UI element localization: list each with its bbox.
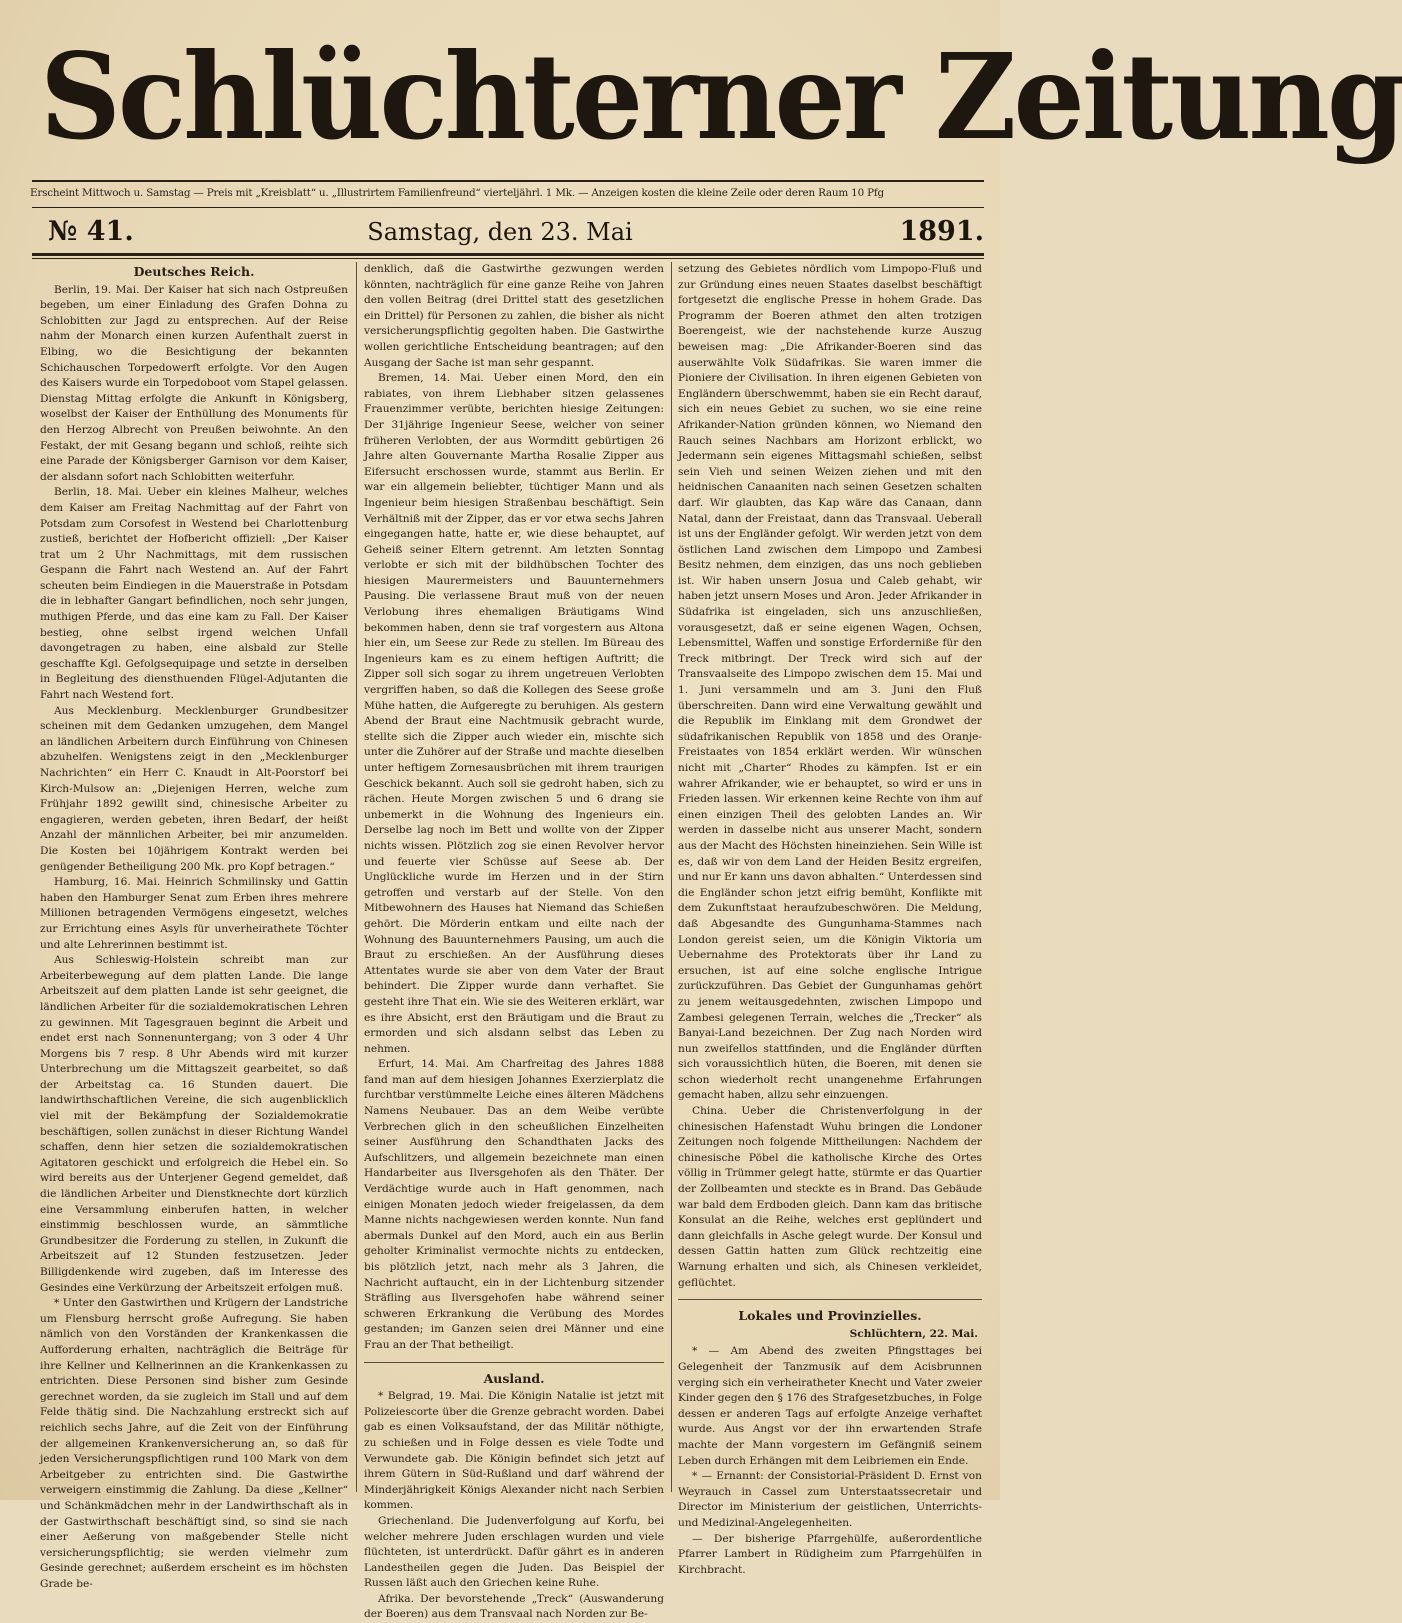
article-hamburg: Hamburg, 16. Mai. Heinrich Schmilinsky und Gattin haben den Hamburger Senat zum Erben ihres mehrere Millionen betragenden Vermögens eingesetzt, welches zur Errichtung eines Asyls für unverheirathete Töchter und alte Lehrerinnen bestimmt ist.	[40, 876, 348, 951]
article-afrika-cont: setzung des Gebietes nördlich vom Limpopo-Fluß und zur Gründung eines neuen Staates daselbst beschäftigt fortgesetzt die englische Presse in hohem Grade. Das Programm der Boeren athmet den alten trotzigen Boerengeist, wie der nachstehende kurze Auszug beweisen mag: „Die Afrikander-Boeren sind das auserwählte Volk Südafrikas. Sie waren immer die Pioniere der Civilisation. In ihren eigenen Gebieten von Engländern überschwemmt, haben sie ein Recht darauf, sich ein neues Gebiet zu suchen, wo sie eine reine Afrikander-Nation gründen können, wo Niemand den Rauch seines Nachbars am Horizont erblickt, wo Jedermann sein eigenes Mittagsmahl schießen, selbst sein Vieh und seinen Weizen ziehen und mit den heidnischen Canaaniten nach seinen Gesetzen schalten darf. Wir glaubten, das Kap wäre das Canaan, dann Natal, dann der Freistaat, dann das Transvaal. Ueberall ist uns der Engländer gefolgt. Wir werden jetzt von dem östlichen Land zwischen dem Limpopo und Zambesi Besitz nehmen, dem einzigen, das uns noch geblieben ist. Wir haben unsern Josua und Caleb gehabt, wir haben jetzt unsern Moses und Aron. Jeder Afrikander in Südafrika ist eingeladen, sich uns anzuschließen, vorausgesetzt, daß er seine eigenen Wagen, Ochsen, Lebensmittel, Waffen und sonstige Erforderniße für den Treck mitbringt. Der Treck wird sich auf der Transvaalseite des Limpopo zwischen dem 15. Mai und 1. Juni versammeln und am 3. Juni den Fluß überschreiten. Dann wird eine Verwaltung gewählt und die Republik im Einklang mit dem Grondwet der südafrikanischen Republik von 1858 und des Oranje-Freistaates von 1854 erklärt werden. Wir wünschen nicht mit „Charter“ Rhodes zu kämpfen. Ist er ein wahrer Afrikander, wie er behauptet, so wird er uns in Frieden lassen. Wir erkennen keine Rechte von ihm auf einen einzigen Theil des gelobten Landes an. Wir werden in dasselbe nicht aus unserer Macht, sondern aus der Macht des Höchsten hineinziehen. Sein Wille ist es, daß wir von dem Land der Heiden Besitz ergreifen, und nur Er kann uns davon abhalten.“ Unterdessen sind die Engländer schon jetzt eifrig bemüht, Konflikte mit dem Zukunftstaat heraufzubeschwören. Die Meldung, daß Abgesandte des Gungunhama-Stammes nach London gereist seien, um die Königin Viktoria um Uebernahme des Protektorats über ihr Land zu ersuchen, ist auf eine solche englische Intrigue zurückzuführen. Das Gebiet der Gungunhamas gehört zu jenem weitausgedehnten, zwischen Limpopo und Zambesi gelegenen Terrain, welches die „Trecker“ als Banyai-Land bezeichnen. Der Zug nach Norden wird nun zweifellos stattfinden, und die Engländer dürften sich voraussichtlich hüten, die Boeren, mit denen sie schon wiederholt recht unangenehme Erfahrungen gemacht haben, allzu sehr einzuengen.	[678, 263, 982, 1102]
column-3	[678, 262, 982, 1576]
article-berlin-19: Berlin, 19. Mai. Der Kaiser hat sich nach Ostpreußen begeben, um einer Einladung des Grafen Dohna zu Schlobitten zur Jagd zu entsprechen. Auf der Reise nahm der Monarch einen kurzen Aufenthalt zuerst in Elbing, wo die Besichtigung der bekannten Schichauschen Torpedowerft erfolgte. Vor den Augen des Kaisers wurde ein Torpedoboot vom Stapel gelassen. Dienstag Mittag erfolgte die Ankunft in Königsberg, woselbst der Kaiser der Enthüllung des Monuments für den Herzog Albrecht von Preußen beiwohnte. An den Festakt, der mit Gesang begann und schloß, reihte sich eine Parade der Königsberger Garnison vor dem Kaiser, der alsdann sofort nach Schlobitten weiterfuhr.	[40, 283, 348, 483]
section-divider-2	[678, 1299, 982, 1300]
section-heading-deutsches-reich: Deutsches Reich.	[133, 264, 255, 279]
column-divider-2	[671, 262, 672, 1492]
article-bremen: Bremen, 14. Mai. Ueber einen Mord, den ein rabiates, von ihrem Liebhaber sitzen gelassenes Frauenzimmer verübte, berichten hiesige Zeitungen: Der 31jährige Ingenieur Seese, welcher von seiner früheren Verlobten, der aus Wormditt gebürtigen 26 Jahre alten Gouvernante Martha Rosalie Zipper aus Eifersucht erschossen wurde, stammt aus Berlin. Er war ein allgemein beliebter, tüchtiger Mann und als Ingenieur beim hiesigen Straßenbau beschäftigt. Sein Verhältniß mit der Zipper, das er vor etwa sechs Jahren eingegangen hatte, hatte er, wie diese behauptet, auf Geheiß seiner Eltern getrennt. Am letzten Sonntag verlobte er sich mit der bildhübschen Tochter des hiesigen Maurermeisters und Bauunternehmers Pausing. Die verlassene Braut muß von der neuen Verlobung ihres ehemaligen Bräutigams Wind bekommen haben, denn sie traf vorgestern aus Altona hier ein, um Seese zur Rede zu stellen. Im Büreau des Ingenieurs kam es zu einem heftigen Auftritt; die Zipper soll sich sogar zu ihrem ungetreuen Verlobten vergriffen haben, so daß die Kollegen des Seese große Mühe hatten, die Aufgeregte zu beruhigen. Als gestern Abend der Braut eine Nachtmusik gebracht wurde, stellte sich die Zipper auch wieder ein, mischte sich unter die Zuhörer auf der Straße und machte dieselben unter heftigem Zornesausbrüchen mit ihrem traurigen Geschick bekannt. Auch soll sie gedroht haben, sich zu rächen. Heute Morgen zwischen 5 und 6 drang sie unbemerkt in die Wohnung des Ingenieurs ein. Derselbe lag noch im Bett und wollte von der Zipper nichts wissen. Plötzlich zog sie einen Revolver hervor und feuerte vier Schüsse auf Seese ab. Der Unglückliche wurde im Herzen und in der Stirn getroffen und verstarb auf der Stelle. Von den Mitbewohnern des Hauses hat Niemand das Schießen gehört. Die Mörderin entkam und eilte nach der Wohnung des Bauunternehmers Pausing, um auch die Braut zu erschießen. An der Ausführung dieses Attentates wurde sie aber von dem Vater der Braut behindert. Die Zipper wurde dann verhaftet. Sie gesteht ihre That ein. Wie sie des Weiteren erklärt, war es ihre Absicht, erst den Bräutigam und die Braut zu ermorden und sich alsdann selbst das Leben zu nehmen.	[364, 372, 664, 1055]
article-pfingsttag: * — Am Abend des zweiten Pfingsttages bei Gelegenheit der Tanzmusik auf dem Acisbrunnen verging sich ein verheiratheter Knecht und Vater zweier Kinder gegen den § 176 des Strafgesetzbuches, in Folge dessen er anderen Tags auf erfolgte Anzeige verhaftet wurde. Aus Angst vor der ihn erwartenden Strafe machte der Mann vorgestern im Gefängniß seinem Leben durch Erhängen mit dem Leibriemen ein Ende.	[678, 1345, 982, 1467]
article-afrika: Afrika. Der bevorstehende „Treck“ (Auswanderung der Boeren) aus dem Transvaal nach Norden zur Be-	[364, 1592, 664, 1621]
subline-rule	[32, 207, 984, 208]
masthead-title: Schlüchterner Zeitung	[40, 28, 1402, 167]
article-belgrad: * Belgrad, 19. Mai. Die Königin Natalie ist jetzt mit Polizeiescorte über die Grenze gebracht worden. Dabei gab es einen Volksaufstand, der das Militär nöthigte, zu schießen und in Folge dessen es viele Todte und Verwundete gab. Die Königin befindet sich jetzt auf ihrem Gütern in Süd-Rußland und darf während der Minderjährigkeit Königs Alexander nicht nach Serbien kommen.	[364, 1390, 664, 1512]
article-griechenland: Griechenland. Die Judenverfolgung auf Korfu, bei welcher mehrere Juden erschlagen wurden und viele flüchteten, ist unterdrückt. Dafür gährt es in anderen Landestheilen gegen die Juden. Das Beispiel der Russen läßt auch den Griechen keine Ruhe.	[364, 1514, 664, 1590]
article-berlin-18: Berlin, 18. Mai. Ueber ein kleines Malheur, welches dem Kaiser am Freitag Nachmittag auf der Fahrt von Potsdam zum Corsofest in Westend bei Charlottenburg zustieß, berichtet der Hofbericht offiziell: „Der Kaiser trat um 2 Uhr Nachmittags, mit dem russischen Gespann die Fahrt nach Westend an. Auf der Fahrt scheuten beim Eindiegen in die Mauerstraße in Potsdam die in lebhafter Gangart befindlichen, noch sehr jungen, muthigen Pferde, und das eine kam zu Fall. Der Kaiser bestieg, ohne selbst irgend welchen Unfall davongetragen zu haben, eine alsbald zur Stelle geschaffte Kgl. Gefolgsequipage und setzte in derselben in Begleitung des diensthuenden Flügel-Adjutanten die Fahrt nach Westend fort.	[40, 486, 348, 702]
masthead-subline: Erscheint Mittwoch u. Samstag — Preis mit „Kreisblatt“ u. „Illustrirtem Familienfreund“ vierteljährl. 1 Mk. — Anzeigen kosten die kleine Zeile oder deren Raum 10 Pfg	[30, 187, 884, 199]
dateline-schluechtern: Schlüchtern, 22. Mai.	[849, 1327, 978, 1340]
header-rule-thin	[32, 258, 984, 259]
header-rule-thick	[32, 253, 984, 256]
article-mecklenburg: Aus Mecklenburg. Mecklenburger Grundbesitzer scheinen mit dem Gedanken umzugehen, dem Mangel an ländlichen Arbeitern durch Einführung von Chinesen abzuhelfen. Wenigstens zeigt in den „Mecklenburger Nachrichten“ ein Herr C. Knaudt in Alt-Poorstorf bei Kirch-Mulsow an: „Diejenigen Herren, welche zum Frühjahr 1892 gewillt sind, chinesische Arbeiter zu engagieren, werden gebeten, ihren Bedarf, der heißt Anzahl der männlichen Arbeiter, bei mir anzumelden. Die Kosten bei 10jährigem Kontrakt werden bei genügender Betheiligung 200 Mk. pro Kopf betragen.“	[40, 704, 348, 873]
article-flensburg: * Unter den Gastwirthen und Krügern der Landstriche um Flensburg herrscht große Aufregung. Sie haben nämlich von den Vorständen der Krankenkassen die Aufforderung erhalten, nachträglich die Beiträge für ihre Kellner und Kellnerinnen an die Krankenkassen zu entrichten. Diese Personen sind bisher zum Gesinde gerechnet worden, da sie zugleich im Stall und auf dem Felde thätig sind. Die Nachzahlung erstreckt sich auf reichlich sechs Jahre, auf die Zeit von der Einführung der allgemeinen Krankenversicherung an, so daß für jeden Versicherungspflichtigen rund 100 Mark von dem Arbeitgeber zu entrichten sind. Die Gastwirthe verweigern einstimmig die Zahlung. Da diese „Kellner“ und Schänkmädchen mehr in der Landwirthschaft als in der Gastwirthschaft beschäftigt sind, so sind sie nach einer Aeßerung von maßgebender Stelle nicht versicherungspflichtig; sie werden vielmehr zum Gesinde gerechnet; außerdem erscheint es im höchsten Grade be-	[40, 1297, 348, 1590]
article-erfurt: Erfurt, 14. Mai. Am Charfreitag des Jahres 1888 fand man auf dem hiesigen Johannes Exerzierplatz die furchtbar verstümmelte Leiche eines älteren Mädchens Namens Neubauer. Das an dem Weibe verübte Verbrechen glich in den scheußlichen Einzelheiten seiner Ausführung den Schandthaten Jacks des Aufschlitzers, und allgemein bezeichnete man einen Handarbeiter aus Ilversgehofen als den Thäter. Der Verdächtige wurde auch in Haft genommen, nach einigen Monaten jedoch wieder freigelassen, da dem Manne nichts nachgewiesen werden konnte. Nun fand abermals Dunkel auf den Mord, auch ein aus Berlin geholter Kriminalist vermochte nichts zu entdecken, bis plötzlich jetzt, nach mehr als 3 Jahren, die Nachricht auftaucht, ein in der Lichtenburg sitzender Sträfling aus Ilversgehofen habe während seiner schweren Erkrankung die Verübung des Mordes gestanden; im Ganzen seien drei Männer und eine Frau an der That betheiligt.	[364, 1058, 664, 1351]
article-pfarrgehuelfe: — Der bisherige Pfarrgehülfe, außerordentliche Pfarrer Lambert in Rüdigheim zum Pfarrgehülfen in Kirchbracht.	[678, 1532, 982, 1576]
section-heading-lokales: Lokales und Provinzielles.	[738, 1308, 922, 1324]
issue-date: Samstag, den 23. Mai	[367, 218, 633, 246]
article-china: China. Ueber die Christenverfolgung in der chinesischen Hafenstadt Wuhu bringen die Londoner Zeitungen noch folgende Mittheilungen: Nachdem der chinesische Pöbel die katholische Kirche des Ortes völlig in Trümmer gelegt hatte, stürmte er das Quartier der Zollbeamten und steckte es in Brand. Das Gebäude war bald dem Erdboden gleich. Dann kam das britische Konsulat an die Reihe, welches erst geplündert und dann gleichfalls in Asche gelegt wurde. Der Konsul und dessen Gattin hatten zum Glück rechtzeitig eine Warnung erhalten und sich, als Chinesen verkleidet, geflüchtet.	[678, 1105, 982, 1289]
section-divider	[364, 1362, 664, 1363]
masthead-rule-top	[32, 180, 984, 182]
section-heading-ausland: Ausland.	[483, 1370, 545, 1386]
column-divider-1	[356, 262, 357, 1492]
article-ernannt: * — Ernannt: der Consistorial-Präsident D. Ernst von Weyrauch in Cassel zum Unterstaatssecretair und Director im Ministerium der geistlichen, Unterrichts- und Medizinal-Angelegenheiten.	[678, 1470, 982, 1529]
issue-number: № 41.	[48, 216, 134, 247]
issue-year: 1891.	[899, 216, 984, 247]
article-flensburg-cont: denklich, daß die Gastwirthe gezwungen werden könnten, nachträglich für eine ganze Reihe von Jahren den vollen Beitrag (drei Drittel statt des gesetzlichen ein Drittel) für Personen zu zahlen, die bisher als nicht versicherungspflichtig gegolten haben. Die Gastwirthe wollen gerichtliche Entscheidung beantragen; auf den Ausgang der Sache ist man sehr gespannt.	[364, 263, 664, 369]
column-1	[40, 262, 348, 1590]
column-2	[364, 262, 664, 1621]
article-schleswig-holstein: Aus Schleswig-Holstein schreibt man zur Arbeiterbewegung auf dem platten Lande. Die lange Arbeitszeit auf dem platten Lande ist sehr geeignet, die ländlichen Arbeiter für die sozialdemokratischen Lehren zu gewinnen. Mit Tagesgrauen beginnt die Arbeit und endet erst nach Sonnenuntergang; von 3 oder 4 Uhr Morgens bis 7 resp. 8 Uhr Abends wird mit kurzer Unterbrechung um die Mittagszeit gearbeitet, so daß der Arbeitstag ca. 16 Stunden dauert. Die landwirthschaftlichen Vereine, die sich augenblicklich viel mit der Bekämpfung der Sozialdemokratie beschäftigen, sollen zunächst in dieser Richtung Wandel schaffen, denn hier setzen die sozialdemokratischen Agitatoren geschickt und erfolgreich die Hebel ein. So wird bereits aus der Unterjener Gegend gemeldet, daß die ländlichen Arbeiter und Dienstknechte dort kürzlich eine Versammlung einberufen hatten, in welcher einstimmig beschlossen wurde, an sämmtliche Grundbesitzer die Forderung zu stellen, in Zukunft die Arbeitszeit auf 12 Stunden festzusetzen. Jeder Billigdenkende wird zugeben, daß im Interesse des Gesindes eine Verkürzung der Arbeitszeit erfolgen muß.	[40, 954, 348, 1294]
